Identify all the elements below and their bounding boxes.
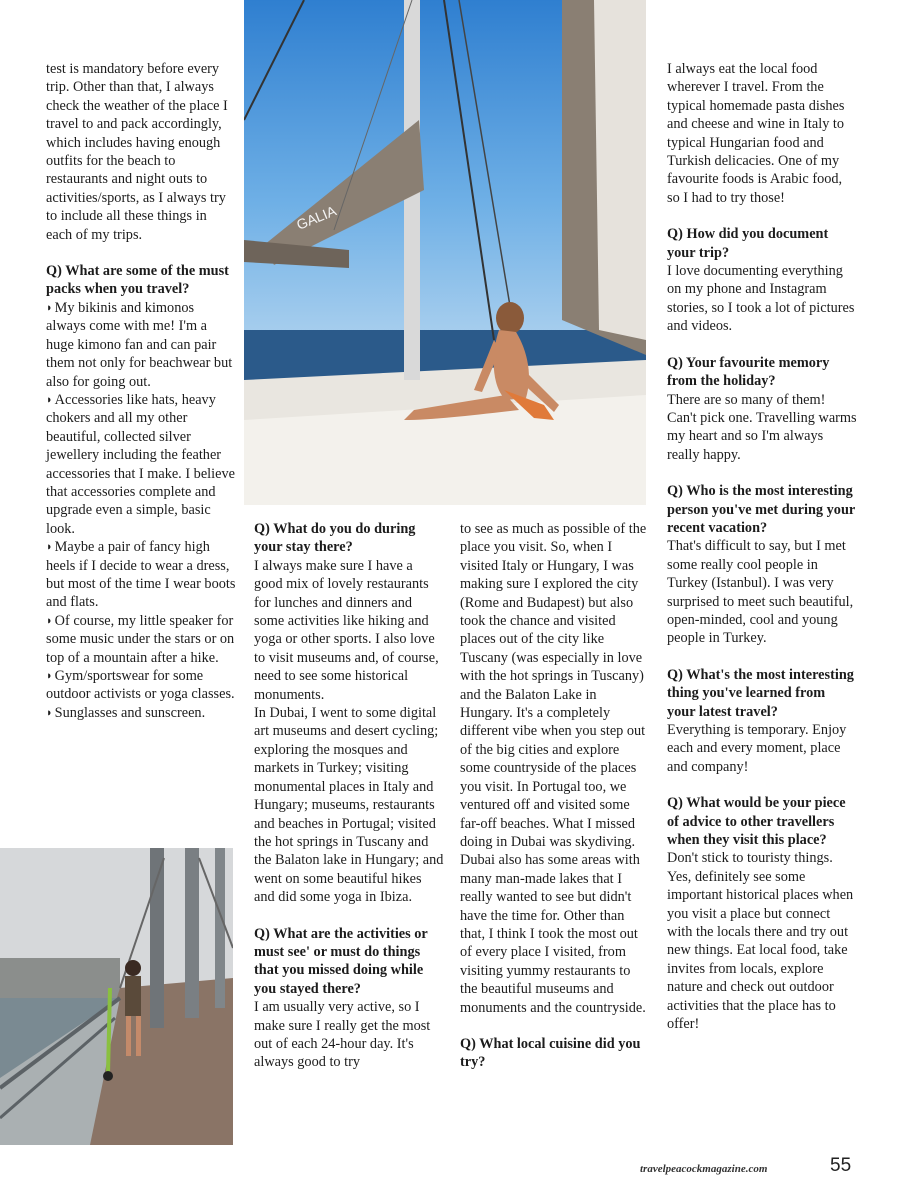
question-heading: Q) Your favourite memory from the holiday? — [667, 354, 830, 390]
article-column-2 — [254, 520, 444, 1072]
bridge-photo — [0, 848, 233, 1145]
question-heading: Q) What do you do during your stay there? — [254, 521, 416, 556]
sailboat-photo — [244, 0, 646, 505]
question-heading: Q) What are some of the must packs when you travel? — [46, 263, 229, 298]
question-heading: Q) What local cuisine did you try? — [460, 1035, 641, 1071]
list-item: ◗ Of course, my little speaker for some music under the stars or on top of a mountain after a hike. — [46, 612, 236, 667]
question-heading: Q) What are the activities or must see' or must do things that you missed doing while you stayed there? — [254, 925, 428, 997]
paragraph: test is mandatory before every trip. Other than that, I always check the weather of the place I travel to and pack accordingly, which includes having enough outfits for the beach to restaurants and night outs to activities/sports, as I always try to include all these things in each of my trips. — [46, 61, 228, 243]
paragraph: Don't stick to touristy things. Yes, definitely see some important historical places when you visit a place but connect with the locals there and try out new things. Eat local food, take invites from locals, explore nature and check out outdoor activities that the place has to offer! — [667, 850, 854, 1033]
article-column-4 — [667, 60, 857, 1034]
article-column-3 — [460, 520, 650, 1072]
article-column-1 — [46, 60, 236, 722]
page-number: 55 — [830, 1155, 852, 1176]
paragraph: to see as much as possible of the place you visit. So, when I visited Italy or Hungary, I was making sure I explored the city (Rome and Budapest) but also took the chance and visited places out of the city like Tuscany (was especially in love with the hot springs in Tuscany) and the Balaton Lake in Hungary. It's a completely different vibe when you step out of the big cities and explore some countryside of the places you visit. In Portugal too, we ventured off and visited some far-off beaches. What I missed doing in Dubai was skydiving. Dubai also has some areas with many man-made lakes that I really wanted to see but didn't have the time for. Other than that, I think I took the most out of every place I visited, from visiting yummy restaurants to the beautiful museums and monuments and the countryside. — [460, 521, 647, 1016]
question-heading: Q) What's the most interesting thing you've learned from your latest travel? — [667, 666, 854, 720]
footer-url[interactable]: travelpeacockmagazine.com — [640, 1163, 768, 1175]
svg-text:GALIA: GALIA — [294, 202, 339, 233]
paragraph: There are so many of them! Can't pick one. Travelling warms my heart and so I'm always really happy. — [667, 391, 857, 463]
question-heading: Q) Who is the most interesting person you've met during your recent vacation? — [667, 483, 855, 536]
question-heading: Q) What would be your piece of advice to other travellers when they visit this place? — [667, 795, 846, 849]
paragraph: Everything is temporary. Enjoy each and every moment, place and company! — [667, 722, 847, 775]
list-item: ◗ My bikinis and kimonos always come with me! I'm a huge kimono fan and can pair them not only for beachwear but also for going out. — [46, 299, 236, 391]
list-item: ◗ Accessories like hats, heavy chokers and all my other beautiful, collected silver jewellery including the feather accessories that I make. I believe that accessories complete and upgrade even a simple, basic look. — [46, 391, 236, 538]
paragraph: I love documenting everything on my phone and Instagram stories, so I took a lot of pictures and videos. — [667, 263, 855, 335]
paragraph: That's difficult to say, but I met some really cool people in Turkey (Istanbul). I was very surprised to meet such beautiful, open-minded, cool and young people in Turkey. — [667, 538, 854, 647]
list-item: ◗ Sunglasses and sunscreen. — [46, 704, 236, 722]
paragraph: I am usually very active, so I make sure I really get the most out of each 24-hour day. It's always good to try — [254, 999, 431, 1071]
list-item: ◗ Gym/sportswear for some outdoor activists or yoga classes. — [46, 667, 236, 704]
paragraph: I always make sure I have a good mix of lovely restaurants for lunches and dinners and some activities like hiking and yoga or other sports. I also love to visit museums and, of course, need to see some historical monuments. — [254, 557, 439, 703]
paragraph: In Dubai, I went to some digital art museums and desert cycling; exploring the mosques and markets in Turkey; visiting monumental places in Italy and Hungary; museums, restaurants and beaches in Portugal; visited the hot springs in Tuscany and the Balaton lake in Hungary; and went on some beautiful hikes and did some yoga in Ibiza. — [254, 705, 444, 906]
question-heading: Q) How did you document your trip? — [667, 226, 829, 261]
paragraph: I always eat the local food wherever I travel. From the typical homemade pasta dishes and cheese and wine in Italy to typical Hungarian food and Turkish delicacies. One of my favourite foods is Arabic food, so I had to try those! — [667, 61, 845, 206]
list-item: ◗ Maybe a pair of fancy high heels if I decide to wear a dress, but most of the time I wear boots and flats. — [46, 538, 236, 612]
